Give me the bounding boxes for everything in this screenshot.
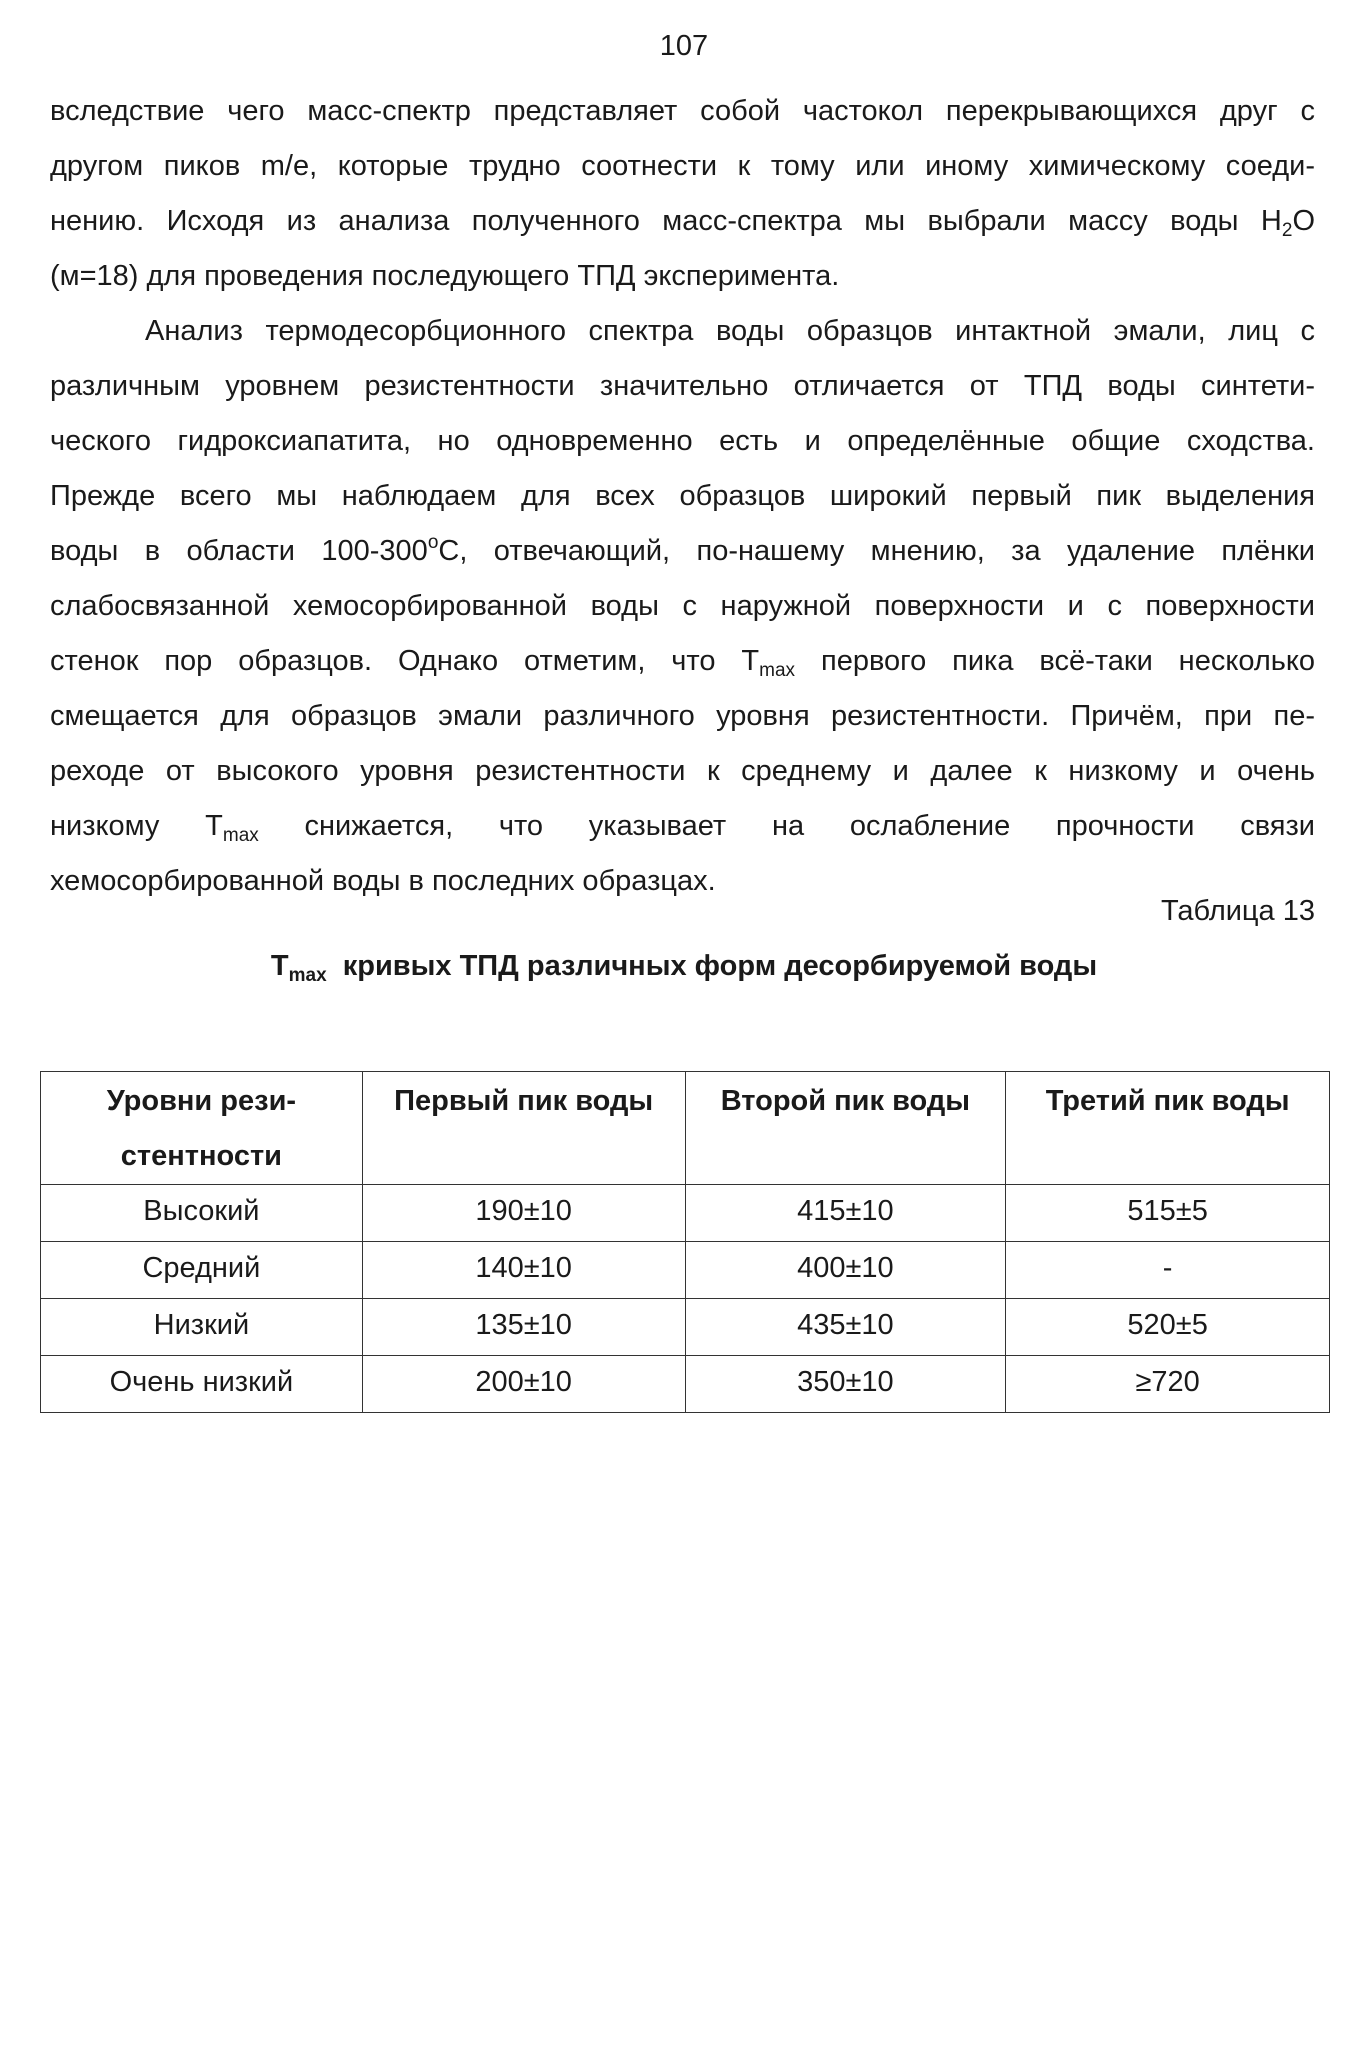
table-row — [41, 1299, 1330, 1356]
paragraph-1 — [50, 84, 1315, 304]
cell-second-peak: 400±10 — [685, 1242, 1006, 1299]
table-title-subscript: max — [288, 965, 327, 986]
paragraph-1-line-3 — [50, 194, 1315, 249]
h2o-tail: O — [1292, 205, 1315, 237]
table-title — [0, 950, 1368, 986]
cell-first-peak: 200±10 — [362, 1356, 685, 1413]
cell-level: Средний — [41, 1242, 363, 1299]
paragraph-2-line-3: ческого гидроксиапатита, но одновременно есть и определённые общие сходства. — [50, 425, 1315, 457]
paragraph-2-line-2: различным уровнем резистентности значительно отличается от ТПД воды синтети- — [50, 370, 1315, 402]
cell-first-peak: 140±10 — [362, 1242, 685, 1299]
cell-third-peak: - — [1006, 1242, 1330, 1299]
cell-third-peak: ≥720 — [1006, 1356, 1330, 1413]
paragraph-2-line-8: смещается для образцов эмали различного уровня резистентности. Причём, при пе- — [50, 700, 1315, 732]
cell-second-peak: 415±10 — [685, 1185, 1006, 1242]
paragraph-2 — [50, 304, 1315, 909]
paragraph-2-line-5 — [50, 524, 1315, 579]
header-third-peak: Третий пик воды — [1006, 1072, 1330, 1185]
table-caption: Таблица 13 — [1160, 895, 1315, 927]
paragraph-2-line-5-a: воды в области 100-300 — [50, 535, 428, 567]
table-row — [41, 1242, 1330, 1299]
header-second-peak: Второй пик воды — [685, 1072, 1006, 1185]
table-header-row — [41, 1072, 1330, 1185]
paragraph-1-line-2: другом пиков m/e, которые трудно соотнести к тому или иному химическому соеди- — [50, 150, 1315, 182]
table-row — [41, 1185, 1330, 1242]
paragraph-2-line-7 — [50, 634, 1315, 689]
cell-first-peak: 135±10 — [362, 1299, 685, 1356]
header-levels-line-2: стентности — [120, 1140, 282, 1172]
paragraph-2-line-11: хемосорбированной воды в последних образцах. — [50, 865, 716, 897]
table-row — [41, 1356, 1330, 1413]
paragraph-2-line-6: слабосвязанной хемосорбированной воды с наружной поверхности и с поверхности — [50, 590, 1315, 622]
cell-level: Очень низкий — [41, 1356, 363, 1413]
cell-first-peak: 190±10 — [362, 1185, 685, 1242]
paragraph-2-line-5-b: С, отвечающий, по-нашему мнению, за удаление плёнки — [438, 535, 1315, 567]
cell-third-peak: 515±5 — [1006, 1185, 1330, 1242]
tmax-subscript: max — [759, 660, 796, 681]
data-table — [40, 1071, 1330, 1413]
cell-second-peak: 350±10 — [685, 1356, 1006, 1413]
h2o-subscript: 2 — [1281, 220, 1293, 241]
paragraph-2-line-7-a: стенок пор образцов. Однако отметим, что Т — [50, 645, 760, 677]
paragraph-2-line-10-a: низкому Т — [50, 810, 223, 842]
cell-level: Низкий — [41, 1299, 363, 1356]
paragraph-1-line-3-text: нению. Исходя из анализа полученного масс-спектра мы выбрали массу воды H — [50, 205, 1282, 237]
paragraph-2-line-1: Анализ термодесорбционного спектра воды образцов интактной эмали, лиц с — [145, 315, 1315, 347]
header-levels-line-1: Уровни рези- — [106, 1085, 297, 1117]
table-title-rest: кривых ТПД различных форм десорбируемой воды — [326, 950, 1098, 982]
paragraph-2-line-7-b: первого пика всё-таки несколько — [795, 645, 1316, 677]
cell-level: Высокий — [41, 1185, 363, 1242]
paragraph-1-line-1: вследствие чего масс-спектр представляет собой частокол перекрывающихся друг с — [50, 95, 1315, 127]
tmax-subscript: max — [222, 825, 259, 846]
paragraph-1-line-4: (м=18) для проведения последующего ТПД эксперимента. — [50, 260, 840, 292]
paragraph-2-line-10-b: снижается, что указывает на ослабление прочности связи — [258, 810, 1315, 842]
header-first-peak: Первый пик воды — [362, 1072, 685, 1185]
paragraph-2-line-10 — [50, 799, 1315, 854]
degree-superscript: o — [427, 532, 439, 553]
cell-second-peak: 435±10 — [685, 1299, 1006, 1356]
cell-third-peak: 520±5 — [1006, 1299, 1330, 1356]
paragraph-2-line-4: Прежде всего мы наблюдаем для всех образцов широкий первый пик выделения — [50, 480, 1315, 512]
header-levels — [41, 1072, 363, 1185]
paragraph-2-line-9: реходе от высокого уровня резистентности к среднему и далее к низкому и очень — [50, 755, 1315, 787]
table-title-t: Т — [270, 950, 289, 982]
page-number: 107 — [659, 30, 709, 62]
